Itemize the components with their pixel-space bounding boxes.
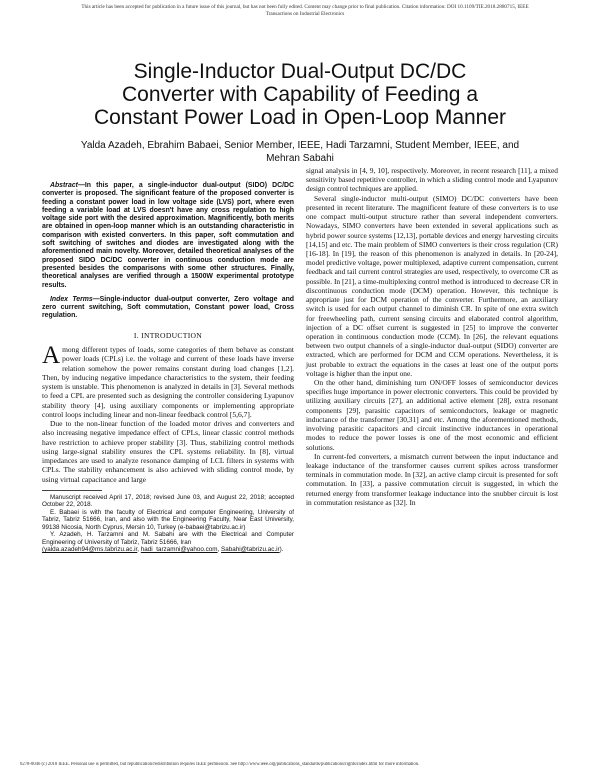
right-paragraph-2: Several single-inductor multi-output (SIMO) DC/DC converters have been presented in recent literature. The magnificent feature of these converters is to use one compact multi-output structure rather than several independent converters. Nowadays, SIMO converters have been extended in several applications such as hybrid power source systems [12,13], portable devices and energy harvesting circuits [14,15] and etc. The main problem of SIMO converters is their cross regulation (CR) [16-18]. In [19], the reason of this phenomenon is analyzed in details. In [20-24], model predictive voltage, power multiplexed, adaptive current compensation, current feedback and tail current control strategies are used, respectively, to overcome CR as possible. In [21], a time-multiplexing control method is introduced to decrease CR in discontinuous conduction mode (DCM) operation. However, this technique is appropriate just for DCM operation of the converter. Furthermore, an auxiliary switch is used for each output channel to diminish CR. In spite of one extra switch for freewheeling path, current sensing circuits and elaborated control algorithm, injection of a DC offset current is suggested in [25] to improve the converter operation in continuous conduction mode (CCM). In [26], the relevant equations between two output channels of a single-inductor dual-output (SIDO) converter are extracted, which are performed for DCM and CCM operations. Nevertheless, it is just probable to extract the equations in the cases at least one of the output ports voltage is higher than the input one. — [306, 193, 558, 378]
title-line-3: Constant Power Load in Open-Loop Manner — [93, 106, 507, 129]
footnote-divider — [42, 490, 102, 491]
right-paragraph-1: signal analysis in [4, 9, 10], respectively. Moreover, in recent research [11], a mixed sensitivity based repetitive controller, in which a sliding control mode and Lyapunov design control techniques are applied. — [306, 166, 558, 194]
email-link-azadeh[interactable]: (yalda.azadeh94@ms.tabrizu.ac.ir — [42, 546, 138, 554]
drop-cap: A — [42, 342, 61, 369]
authors-line-1: Yalda Azadeh, Ebrahim Babaei, Senior Member, IEEE, Hadi Tarzamni, Student Member, IEEE, and — [80, 140, 520, 151]
section-heading-introduction: I. INTRODUCTION — [133, 330, 203, 340]
right-column — [306, 166, 558, 507]
title-line-1: Single-Inductor Dual-Output DC/DC — [133, 60, 467, 83]
index-terms-text: —Single-inductor dual-output converter, Zero voltage and zero current switching, Soft commutation, Constant power load, Cross regulation. — [42, 295, 294, 320]
footnote-closing: ). — [279, 546, 284, 554]
intro-paragraph-1-text: mong different types of loads, some categories of them behave as constant power loads (CPLs) i.e. the voltage and current of these loads have inverse relation somehow the power remains constant during load changes [1,2]. Then, by inducing negative impedance characteristics to the system, their feeding system is unstable. This phenomenon is analyzed in details in [3]. Several methods to feed a CPL are presented such as designing the controller considering Lyapunov stability theory [4], using auxiliary components or implementing appropriate control loops including linear and non-linear feedback control [5,6,7]. — [42, 345, 294, 419]
authors-line-2: Mehran Sabahi — [266, 152, 334, 164]
index-terms — [42, 296, 294, 321]
abstract-label: Abstract — [50, 182, 78, 189]
left-column — [42, 182, 294, 554]
right-paragraph-4: In current-fed converters, a mismatch current between the input inductance and leakage inductance of the transformer causes current spikes across transformer terminals in commutation mode. In [32], an active clamp circuit is presented for soft commutation. In [33], a passive commutation circuit is suggested, in which the returned energy from transformer leakage inductance into the snubber circuit is lost in commutation resistance as [32]. In — [306, 451, 558, 507]
email-link-sabahi[interactable]: Sabahi@tabrizu.ac.ir — [221, 546, 280, 554]
publication-notice-line2: Transactions on Industrial Electronics — [265, 10, 345, 17]
abstract — [42, 182, 294, 290]
author-list — [60, 140, 540, 165]
paper-title — [40, 60, 560, 129]
footnote-authors: Y. Azadeh, H. Tarzamni and M. Sabahi are with the Electrical and Computer Engineering of University of Tabriz, Tabriz 51666, Iran — [42, 531, 294, 546]
right-paragraph-3: On the other hand, diminishing turn ON/OFF losses of semiconductor devices specifies huge importance in power electronic converters. This could be provided by utilizing auxiliary circuits [27], an additional active element [28], extra resonant components [29], parasitic capacitors of semiconductors, leakage or magnetic inductance of the transformer [30,31] and etc. Among the aforementioned methods, involving parasitic capacitors and circuit instinctive inductances in operational modes to reduce the power losses is one of the most economic and efficient solutions. — [306, 378, 558, 452]
index-terms-label: Index Terms — [50, 295, 93, 303]
footnote-emails: (yalda.azadeh94@ms.tabrizu.ac.ir, hadi_tarzamni@yahoo.com, Sabahi@tabrizu.ac.ir). — [42, 546, 284, 554]
abstract-text: —In this paper, a single-inductor dual-output (SIDO) DC/DC converter is proposed. The significant feature of the proposed converter is feeding a constant power load in low voltage side (LVS) port, where even feeding a variable load at LVS doesn't have any cross regulation to high voltage side port with the desired approximation. Magnificently, both merits are obtained in open-loop manner which is an outstanding characteristic in comparison with existed converters. In this paper, soft commutation and soft switching of switches and diodes are investigated along with the aforementioned main novelty. Moreover, detailed theoretical analyses of the proposed SIDO DC/DC converter in continuous conduction mode are presented besides the comparisons with some other structures. Finally, theoretical analyses are verified through a 1500W experimental prototype results. — [42, 182, 294, 289]
footnote-babaei: E. Babaei is with the faculty of Electrical and computer Engineering, University of Tabriz, Tabriz 51666, Iran, and also with the Engineering Faculty, Near East University, 99138 Nicosia, North Cyprus, Mersin 10, Turkey (e-babaei@tabrizu.ac.ir) — [42, 508, 294, 531]
title-line-2: Converter with Capability of Feeding a — [121, 83, 478, 106]
footnote-manuscript: Manuscript received April 17, 2018; revised June 03, and August 22, 2018; accepted October 22, 2018. — [42, 493, 294, 509]
email-link-tarzamni[interactable]: hadi_tarzamni@yahoo.com — [140, 546, 218, 554]
publication-notice — [60, 4, 550, 17]
copyright-footer: 0278-0046 (c) 2018 IEEE. Personal use is permitted, but republication/redistribution requires IEEE permission. See http://www.ieee.org/publications_standards/publications/rights/index.html for more information. — [20, 762, 420, 767]
intro-paragraph-2: Due to the non-linear function of the loaded motor drives and converters and also increasing negative impedance effect of CPLs, linear classic control methods have restriction to achieve proper stability [3]. Thus, stabilizing control methods using large-signal stability ensures the CPL systems reliability. In [8], virtual impedances are used to analyze resonance damping of LCL filters in systems with CPLs. The stability enhancement is also achieved with sliding control mode, by using virtual capacitance and large — [42, 419, 294, 484]
intro-paragraph-1 — [42, 342, 294, 419]
publication-notice-line1: This article has been accepted for publication in a future issue of this journal, but has not been fully edited. Content may change prior to final publication. Citation information: DOI 10.1109/TIE.2018.2880715, IEEE — [81, 4, 529, 10]
